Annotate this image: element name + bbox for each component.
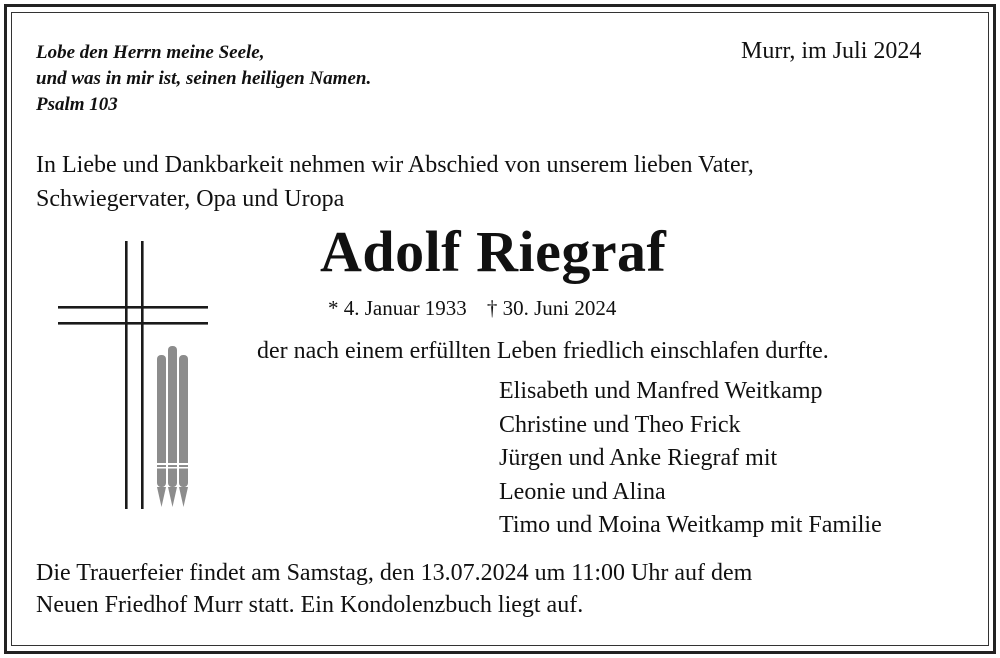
funeral-line: Neuen Friedhof Murr statt. Ein Kondolenzbuch liegt auf. <box>36 592 584 618</box>
funeral-notice <box>36 557 752 621</box>
mourner-line: Elisabeth und Manfred Weitkamp <box>499 378 823 404</box>
birth-date: * 4. Januar 1933 <box>328 296 467 320</box>
life-dates <box>328 296 616 321</box>
mourner-line: Jürgen und Anke Riegraf mit <box>499 445 778 471</box>
psalm-quote <box>36 40 371 118</box>
farewell-phrase: der nach einem erfüllten Leben friedlich einschlafen durfte. <box>257 338 829 364</box>
mourner-line: Timo und Moina Weitkamp mit Familie <box>499 512 882 538</box>
psalm-line: und was in mir ist, seinen heiligen Namen. <box>36 68 372 89</box>
psalm-line: Lobe den Herrn meine Seele, <box>36 42 265 63</box>
cross-icon <box>56 241 212 511</box>
deceased-name: Adolf Riegraf <box>320 219 667 284</box>
intro-line: In Liebe und Dankbarkeit nehmen wir Abschied von unserem lieben Vater, <box>36 152 754 178</box>
funeral-line: Die Trauerfeier findet am Samstag, den 13.07.2024 um 11:00 Uhr auf dem <box>36 560 753 586</box>
place-date: Murr, im Juli 2024 <box>741 38 922 64</box>
intro-text <box>36 148 754 216</box>
psalm-reference: Psalm 103 <box>36 94 118 115</box>
death-date: † 30. Juni 2024 <box>486 296 617 320</box>
mourner-line: Christine und Theo Frick <box>499 411 741 438</box>
organ-pipes-icon <box>157 346 188 507</box>
mourner-line: Leonie und Alina <box>499 478 666 505</box>
intro-line: Schwiegervater, Opa und Uropa <box>36 186 345 212</box>
mourners-list <box>499 375 882 543</box>
